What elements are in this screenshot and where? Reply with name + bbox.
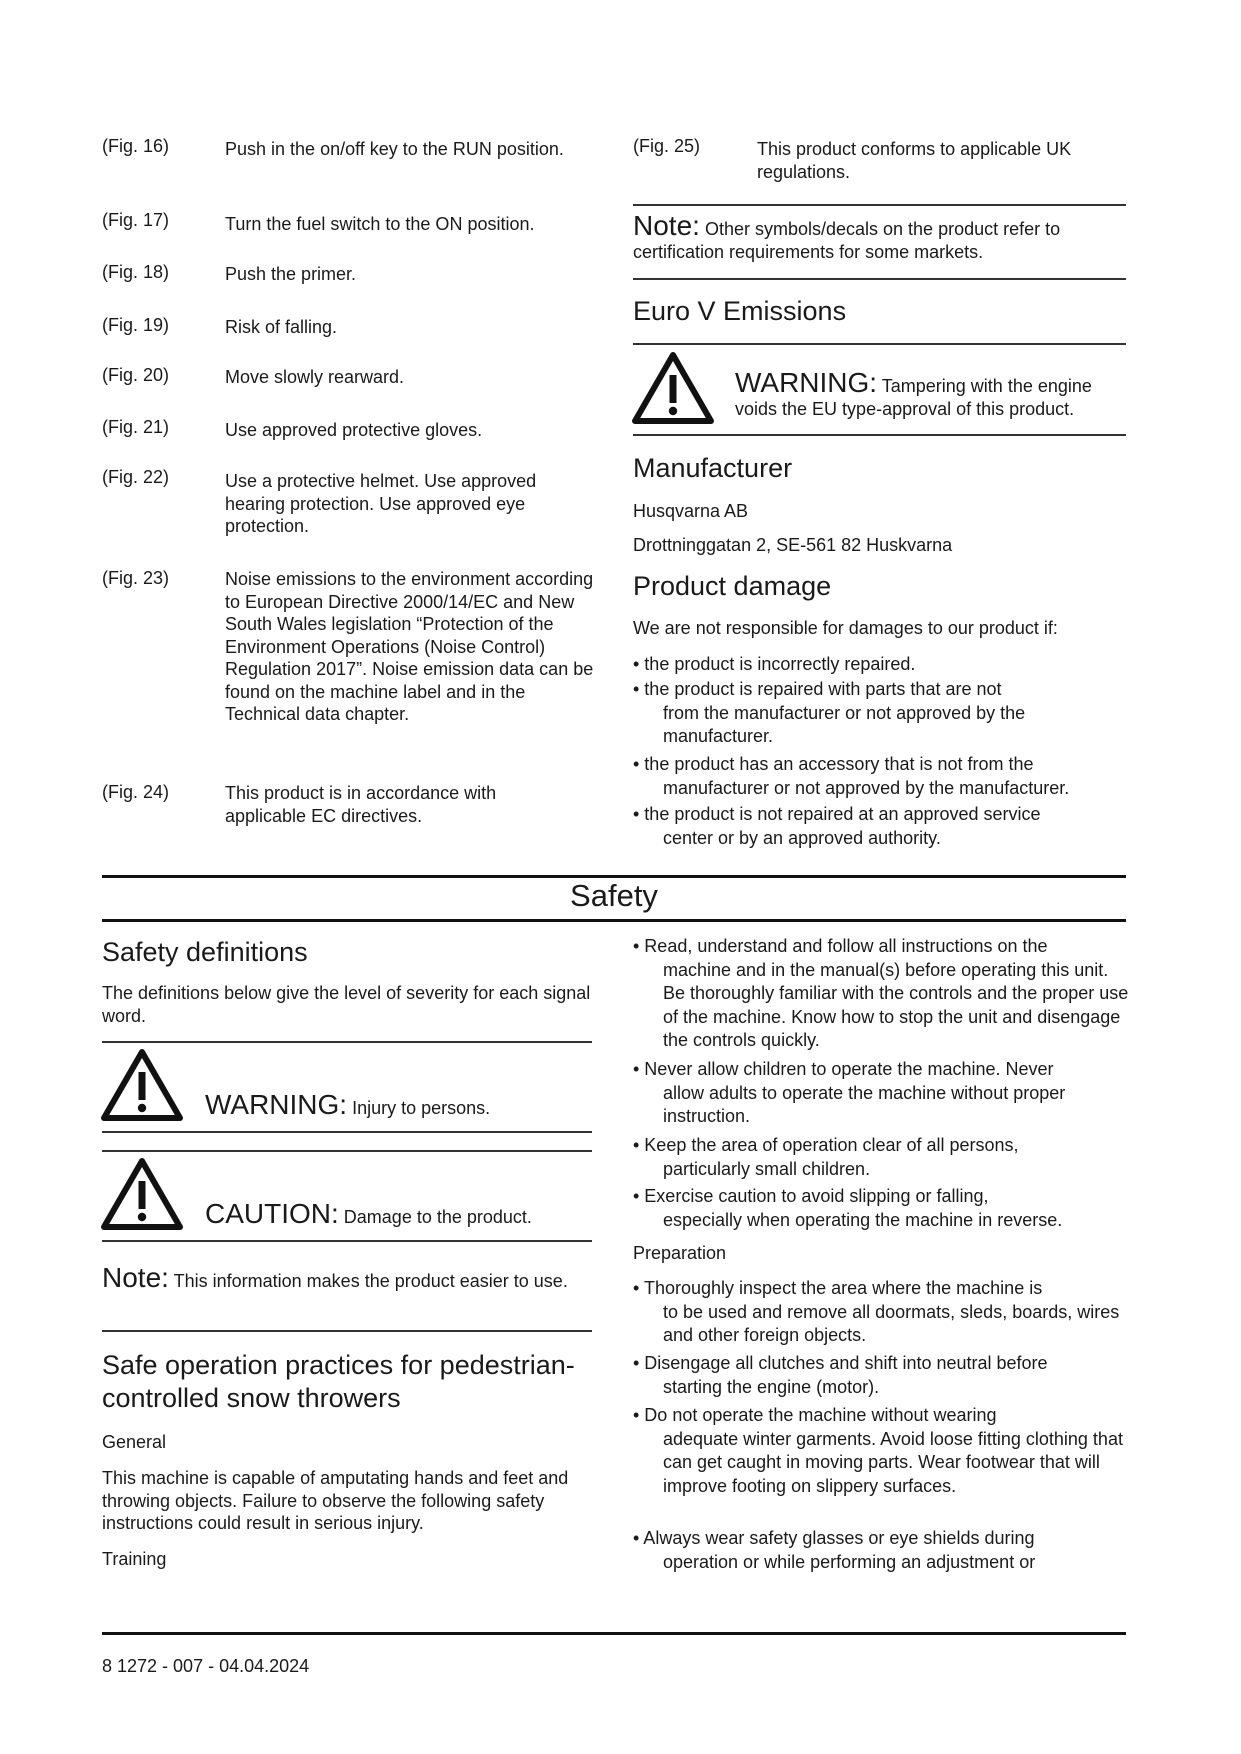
fig-label: (Fig. 21) (102, 417, 170, 437)
fig-text: This product conforms to applicable UK regulations. (757, 139, 1072, 182)
fig-label: (Fig. 24) (102, 782, 170, 802)
divider (633, 278, 1126, 280)
euro-warning (735, 367, 1130, 421)
fig-text: Move slowly rearward. (225, 367, 405, 387)
euro-heading: Euro V Emissions (633, 296, 847, 326)
fig-label: (Fig. 17) (102, 210, 170, 230)
note-text: This information makes the product easier to use. (173, 1271, 568, 1291)
list-item: • Read, understand and follow all instructions on the machine and in the manual(s) before operating this unit. Be thoroughly familiar with the controls and the proper use of the machine. Know how to stop the unit and disengage the controls quickly. (633, 936, 1129, 1050)
fig-text: Turn the fuel switch to the ON position. (225, 214, 535, 234)
warning-label: WARNING: (735, 367, 878, 398)
definitions-intro: The definitions below give the level of severity for each signal word. (102, 983, 591, 1026)
divider (633, 204, 1126, 206)
training-label: Training (102, 1549, 167, 1569)
fig-text: Push the primer. (225, 264, 357, 284)
section-title: Safety (570, 878, 658, 913)
manufacturer-name: Husqvarna AB (633, 501, 749, 521)
fig-text: Risk of falling. (225, 317, 338, 337)
definitions-heading: Safety definitions (102, 937, 308, 967)
fig-text: Use a protective helmet. Use approved hearing protection. Use approved eye protection. (225, 471, 537, 536)
list-item: • the product has an accessory that is not from the manufacturer or not approved by the manufacturer. (633, 754, 1070, 798)
damage-intro: We are not responsible for damages to our product if: (633, 618, 1058, 638)
divider (102, 1330, 592, 1332)
fig-text: This product is in accordance with applicable EC directives. (225, 783, 497, 826)
list-item: • Thoroughly inspect the area where the machine is to be used and remove all doormats, sleds, boards, wires and other foreign objects. (633, 1278, 1120, 1345)
practices-heading: Safe operation practices for pedestrian- controlled snow throwers (102, 1350, 575, 1413)
footer-rule (102, 1632, 1126, 1635)
note-label: Note: (102, 1262, 169, 1293)
fig-text: Use approved protective gloves. (225, 420, 483, 440)
note-label: Note: (633, 210, 700, 241)
general-text: This machine is capable of amputating hands and feet and throwing objects. Failure to observe the following safety instructions could result in serious injury. (102, 1468, 569, 1533)
damage-heading: Product damage (633, 571, 832, 601)
list-item: • Always wear safety glasses or eye shields during operation or while performing an adjustment or (633, 1528, 1036, 1572)
list-item: • the product is repaired with parts that are not from the manufacturer or not approved by the manufacturer. (633, 679, 1026, 746)
caution-label: CAUTION: (205, 1198, 339, 1229)
fig-label: (Fig. 19) (102, 315, 170, 335)
note-block (633, 210, 1126, 264)
list-item: • Exercise caution to avoid slipping or falling, especially when operating the machine in reverse. (633, 1186, 1063, 1230)
footer-doc-id: 8 1272 - 007 - 04.04.2024 (102, 1656, 310, 1676)
warning-triangle-icon (631, 351, 715, 425)
general-label: General (102, 1432, 167, 1452)
divider (633, 434, 1126, 436)
fig-text: Noise emissions to the environment according to European Directive 2000/14/EC and New South Wales legislation “Protection of the Environment Operations (Noise Control) Regulation 2017”. Noise emission data can be found on the machine label and in the Technical data chapter. (225, 569, 594, 724)
note-text: Other symbols/decals on the product refer to certification requirements for some markets. (633, 219, 1061, 262)
divider (633, 343, 1126, 345)
warning-definition (205, 1089, 605, 1120)
fig-label: (Fig. 20) (102, 365, 170, 385)
list-item: • Keep the area of operation clear of all persons, particularly small children. (633, 1135, 1019, 1179)
section-rule-bottom (102, 919, 1126, 922)
caution-triangle-icon (100, 1157, 184, 1231)
warning-text: Injury to persons. (352, 1098, 491, 1118)
fig-label: (Fig. 18) (102, 262, 170, 282)
caution-definition (205, 1198, 605, 1229)
list-item: • Never allow children to operate the machine. Never allow adults to operate the machine without proper instruction. (633, 1059, 1066, 1126)
warning-label: WARNING: (205, 1089, 348, 1120)
divider (102, 1240, 592, 1242)
note-definition (102, 1262, 572, 1293)
fig-text: Push in the on/off key to the RUN position. (225, 139, 564, 159)
divider (102, 1041, 592, 1043)
fig-label: (Fig. 23) (102, 568, 170, 588)
list-item: • Do not operate the machine without wearing adequate winter garments. Avoid loose fitting clothing that can get caught in moving parts. Wear footwear that will improve footing on slippery surfaces. (633, 1405, 1123, 1496)
fig-label: (Fig. 16) (102, 136, 170, 156)
preparation-label: Preparation (633, 1243, 727, 1263)
manufacturer-address: Drottninggatan 2, SE-561 82 Huskvarna (633, 535, 953, 555)
manufacturer-heading: Manufacturer (633, 453, 793, 483)
list-item: • Disengage all clutches and shift into neutral before starting the engine (motor). (633, 1353, 1048, 1397)
divider (102, 1131, 592, 1133)
warning-text: Tampering with the engine voids the EU type-approval of this product. (735, 376, 1092, 419)
fig-label: (Fig. 22) (102, 467, 170, 487)
fig-label: (Fig. 25) (633, 136, 701, 156)
caution-text: Damage to the product. (343, 1207, 532, 1227)
list-item: • the product is incorrectly repaired. (633, 654, 916, 674)
divider (102, 1150, 592, 1152)
warning-triangle-icon (100, 1048, 184, 1122)
list-item: • the product is not repaired at an approved service center or by an approved authority. (633, 804, 1041, 848)
